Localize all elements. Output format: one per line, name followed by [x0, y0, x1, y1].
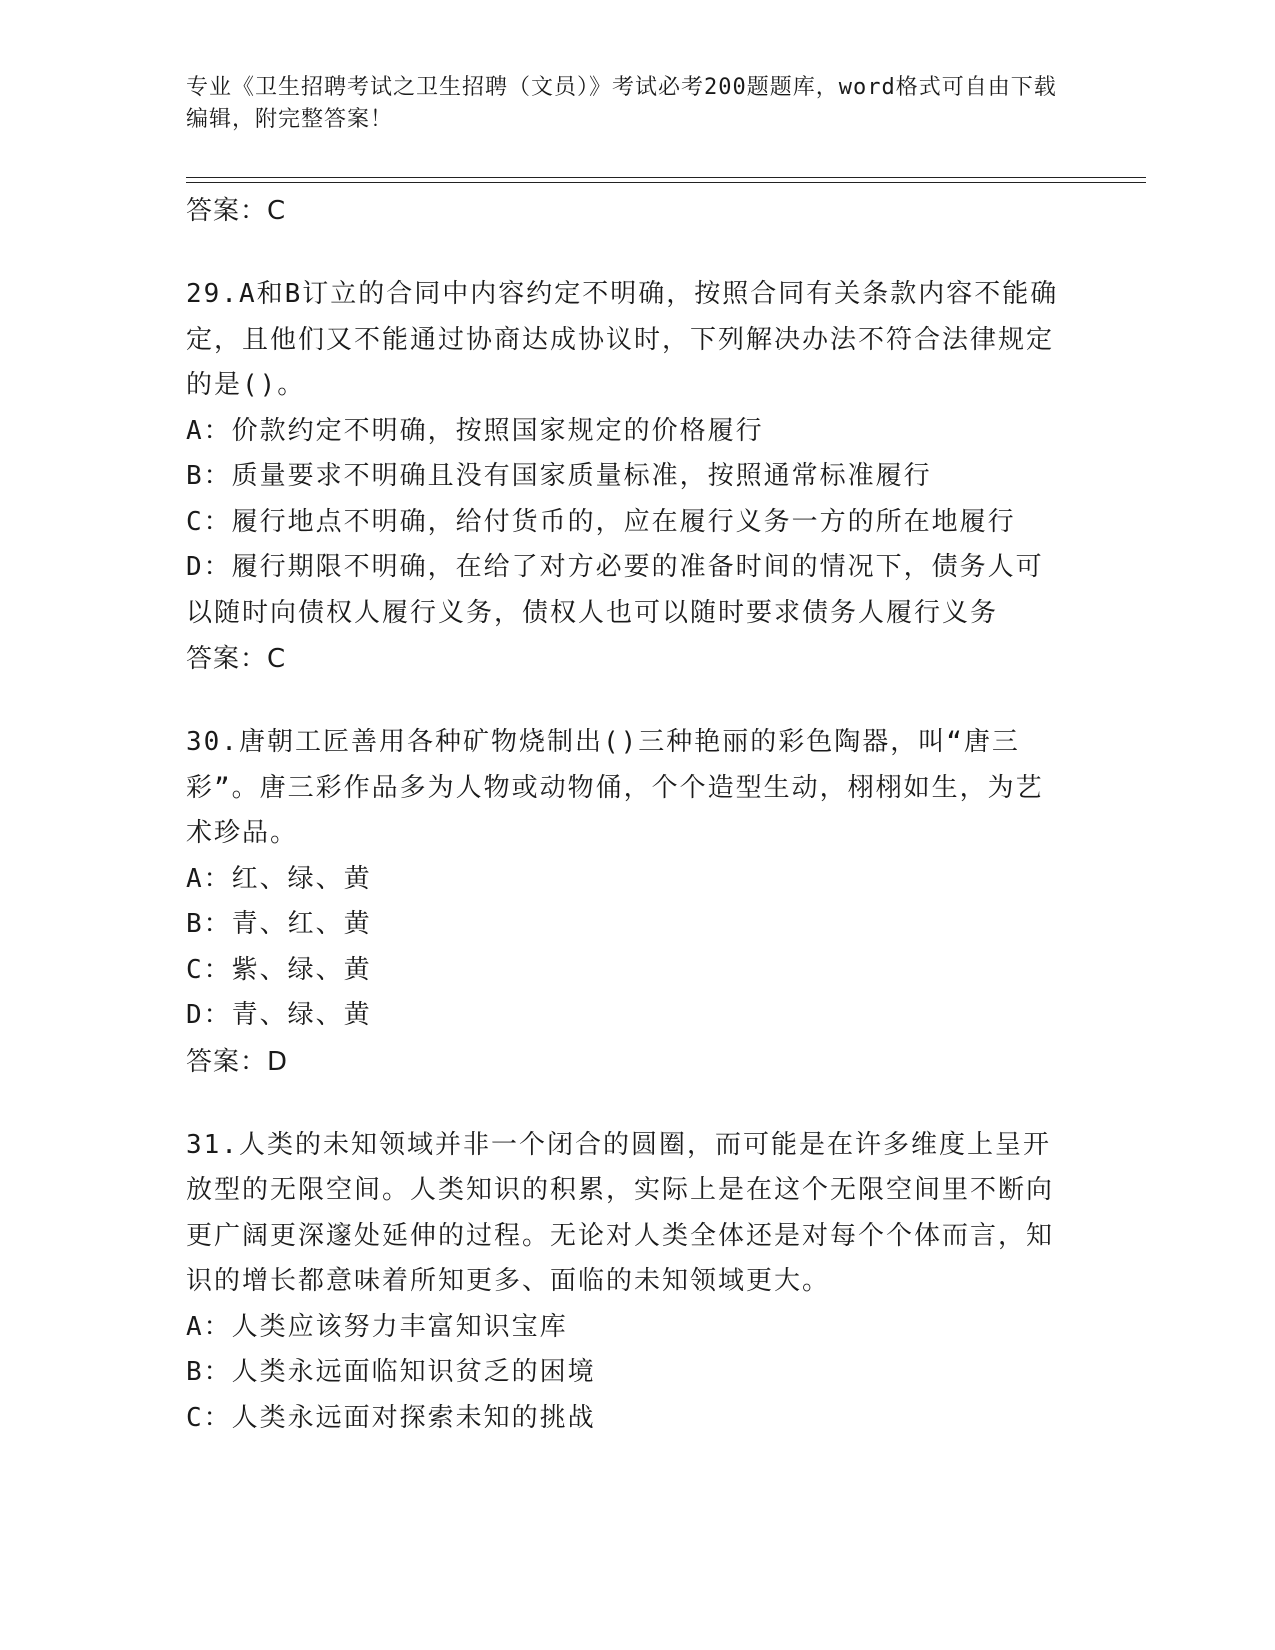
option-c: C：紫、绿、黄 [186, 954, 372, 985]
question-stem: 30.唐朝工匠善用各种矿物烧制出()三种艳丽的彩色陶器，叫“唐三彩”。唐三彩作品多为人物或动物俑，个个造型生动，栩栩如生，为艺术珍品。 [186, 727, 1044, 848]
option-list [186, 857, 1066, 1039]
option-c: C：履行地点不明确，给付货币的，应在履行义务一方的所在地履行 [186, 506, 1016, 537]
question-stem: 31.人类的未知领域并非一个闭合的圆圈，而可能是在许多维度上呈开放型的无限空间。人类知识的积累，实际上是在这个无限空间里不断向更广阔更深邃处延伸的过程。无论对人类全体还是对每个个体而言，知识的增长都意味着所知更多、面临的未知领域更大。 [186, 1129, 1055, 1296]
answer-text: 答案：C [186, 196, 287, 226]
option-list [186, 409, 1066, 637]
header-divider-top [186, 177, 1146, 178]
option-c: C：人类永远面对探索未知的挑战 [186, 1402, 596, 1433]
option-b: B：人类永远面临知识贫乏的困境 [186, 1357, 596, 1387]
page-header [186, 72, 1066, 136]
option-a: A：红、绿、黄 [186, 863, 372, 894]
header-text: 专业《卫生招聘考试之卫生招聘（文员）》考试必考200题题库，word格式可自由下载编辑，附完整答案！ [186, 75, 1057, 132]
answer-text: 答案：D [186, 1046, 289, 1077]
option-a: A：人类应该努力丰富知识宝库 [186, 1311, 568, 1342]
option-d: D：履行期限不明确，在给了对方必要的准备时间的情况下，债务人可以随时向债权人履行义务，债权人也可以随时要求债务人履行义务 [186, 552, 1044, 628]
document-body [186, 188, 1066, 1479]
option-a: A：价款约定不明确，按照国家规定的价格履行 [186, 415, 764, 446]
question-30 [186, 720, 1066, 1085]
question-31 [186, 1123, 1066, 1442]
option-b: B：质量要求不明确且没有国家质量标准，按照通常标准履行 [186, 461, 932, 491]
answer-text: 答案：C [186, 644, 287, 674]
option-d: D：青、绿、黄 [186, 1000, 372, 1030]
header-divider-bottom [186, 182, 1146, 183]
option-b: B：青、红、黄 [186, 909, 372, 939]
option-list [186, 1305, 1066, 1442]
question-stem: 29.A和B订立的合同中内容约定不明确，按照合同有关条款内容不能确定，且他们又不能通过协商达成协议时，下列解决办法不符合法律规定的是()。 [186, 279, 1059, 400]
question-29 [186, 272, 1066, 682]
